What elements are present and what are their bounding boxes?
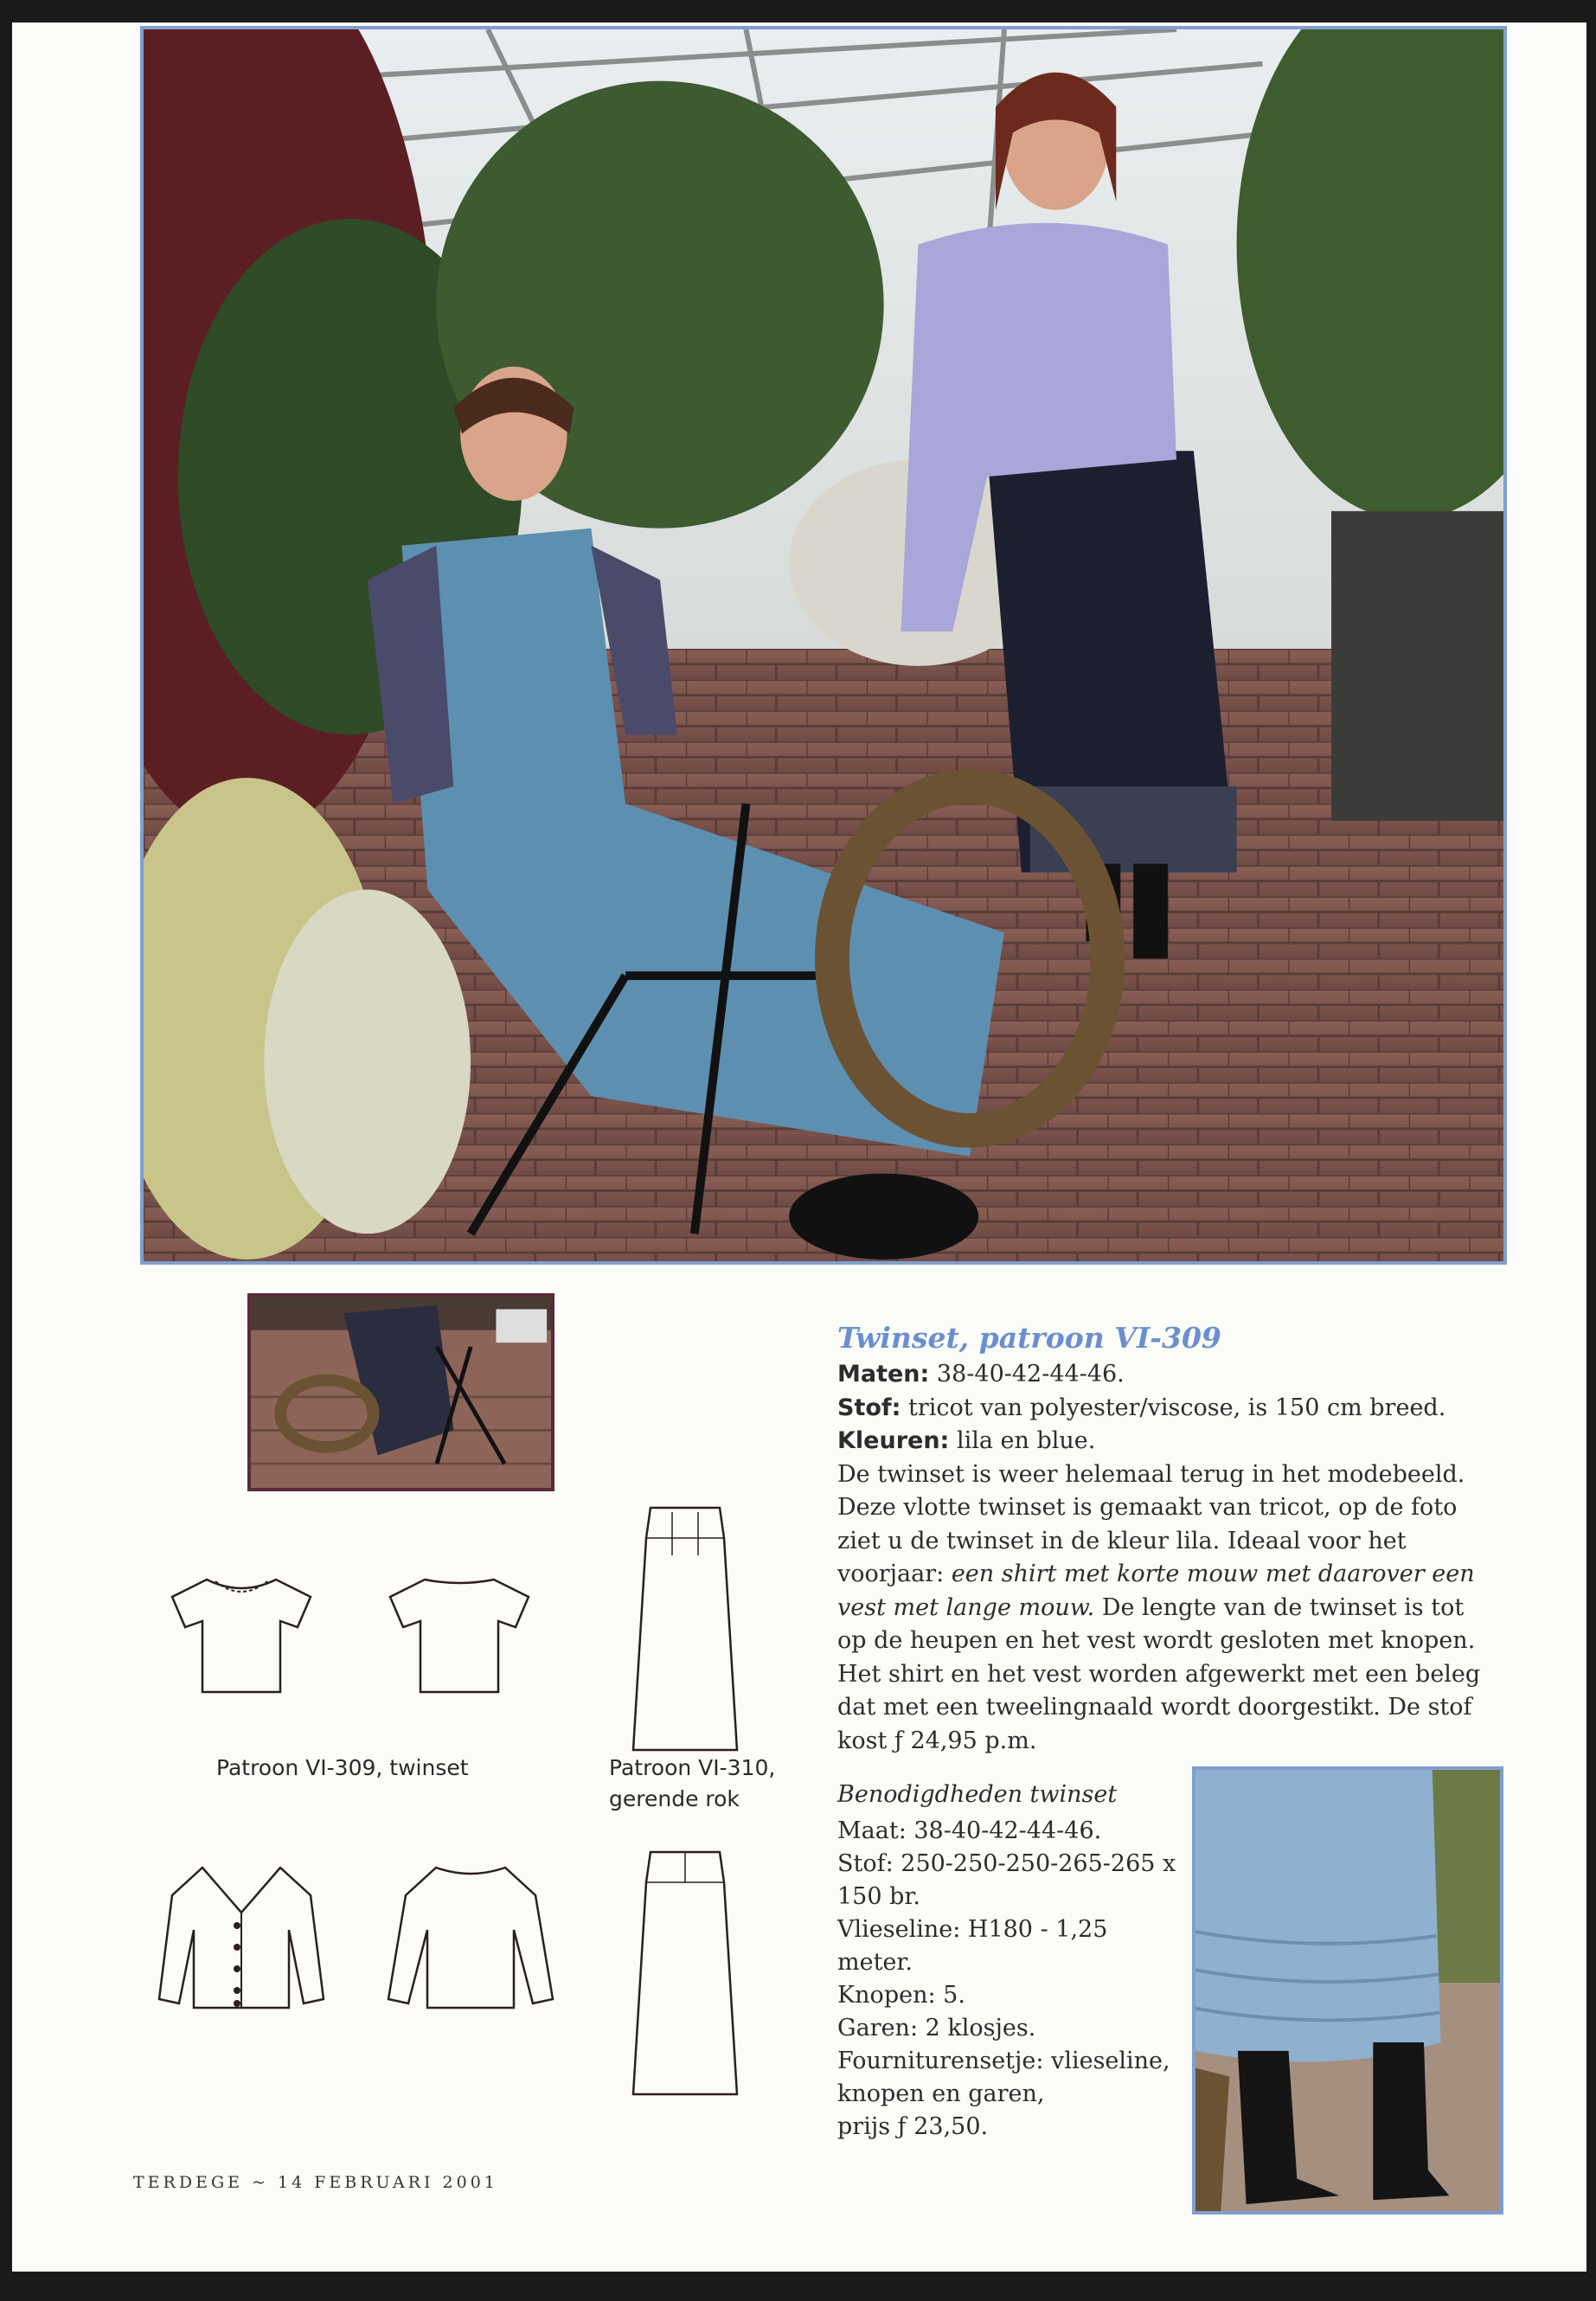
colors-line	[837, 1425, 1495, 1458]
caption-twinset: Patroon VI-309, twinset	[216, 1755, 469, 1780]
main-photo	[140, 26, 1507, 1265]
detail-photo-quilted-skirt	[1192, 1766, 1503, 2214]
sizes-label: Maten:	[837, 1361, 930, 1388]
requirements-line: Garen: 2 klosjes.	[837, 2015, 1036, 2041]
requirements-line: Fourniturensetje: vlieseline, knopen en garen,	[837, 2048, 1170, 2107]
article-title: Twinset, patroon VI-309	[837, 1321, 1221, 1355]
shirt-front-sketch	[168, 1571, 315, 1701]
fabric-value: tricot van polyester/viscose, is 150 cm breed.	[901, 1394, 1446, 1421]
longsleeve-shirt-sketch	[384, 1861, 557, 2016]
article-body	[837, 1458, 1495, 1759]
cardigan-sketch	[155, 1861, 328, 2016]
requirements-line: Stof: 250-250-250-265-265 x 150 br.	[837, 1850, 1176, 1910]
requirements-line: Vlieseline: H180 - 1,25 meter.	[837, 1916, 1108, 1976]
skirt-sketch-front	[625, 1503, 746, 1754]
body-italic: een shirt met korte mouw met daarover een vest met lange mouw.	[837, 1561, 1475, 1621]
magazine-page	[12, 22, 1586, 2272]
requirements-line: Maat: 38-40-42-44-46.	[837, 1817, 1102, 1844]
colors-value: lila en blue.	[949, 1427, 1096, 1454]
requirements-list	[837, 1779, 1183, 2144]
requirements-line: prijs ƒ 23,50.	[837, 2113, 989, 2140]
requirements-heading: Benodigdheden twinset	[837, 1781, 1118, 1808]
body-part-1: De twinset is weer helemaal terug in het modebeeld. Deze vlotte twinset is gemaakt van tricot, op de foto ziet u de twinset in de kleur lila. Ideaal voor het voorjaar:	[837, 1460, 1465, 1587]
sizes-value: 38-40-42-44-46.	[929, 1361, 1125, 1388]
page-footer: TERDEGE ~ 14 FEBRUARI 2001	[133, 2173, 498, 2192]
caption-skirt-line2: gerende rok	[609, 1786, 740, 1811]
fabric-label: Stof:	[837, 1394, 901, 1421]
colors-label: Kleuren:	[837, 1427, 950, 1454]
caption-skirt-line1: Patroon VI-310,	[609, 1755, 776, 1780]
body-part-2: De lengte van de twinset is tot op de heupen en het vest wordt gesloten met knopen. Het shirt en het vest worden afgewerkt met een beleg dat met een tweelingnaald wordt doorgestikt. De stof kost ƒ 24,95 p.m.	[837, 1593, 1481, 1754]
skirt-sketch-back	[625, 1848, 746, 2099]
detail-photo-skirt	[247, 1293, 554, 1491]
requirements-line: Knopen: 5.	[837, 1982, 965, 2009]
fabric-line	[837, 1392, 1495, 1426]
sizes-line	[837, 1358, 1495, 1392]
article-text	[837, 1320, 1495, 1758]
shirt-back-sketch	[386, 1571, 533, 1701]
